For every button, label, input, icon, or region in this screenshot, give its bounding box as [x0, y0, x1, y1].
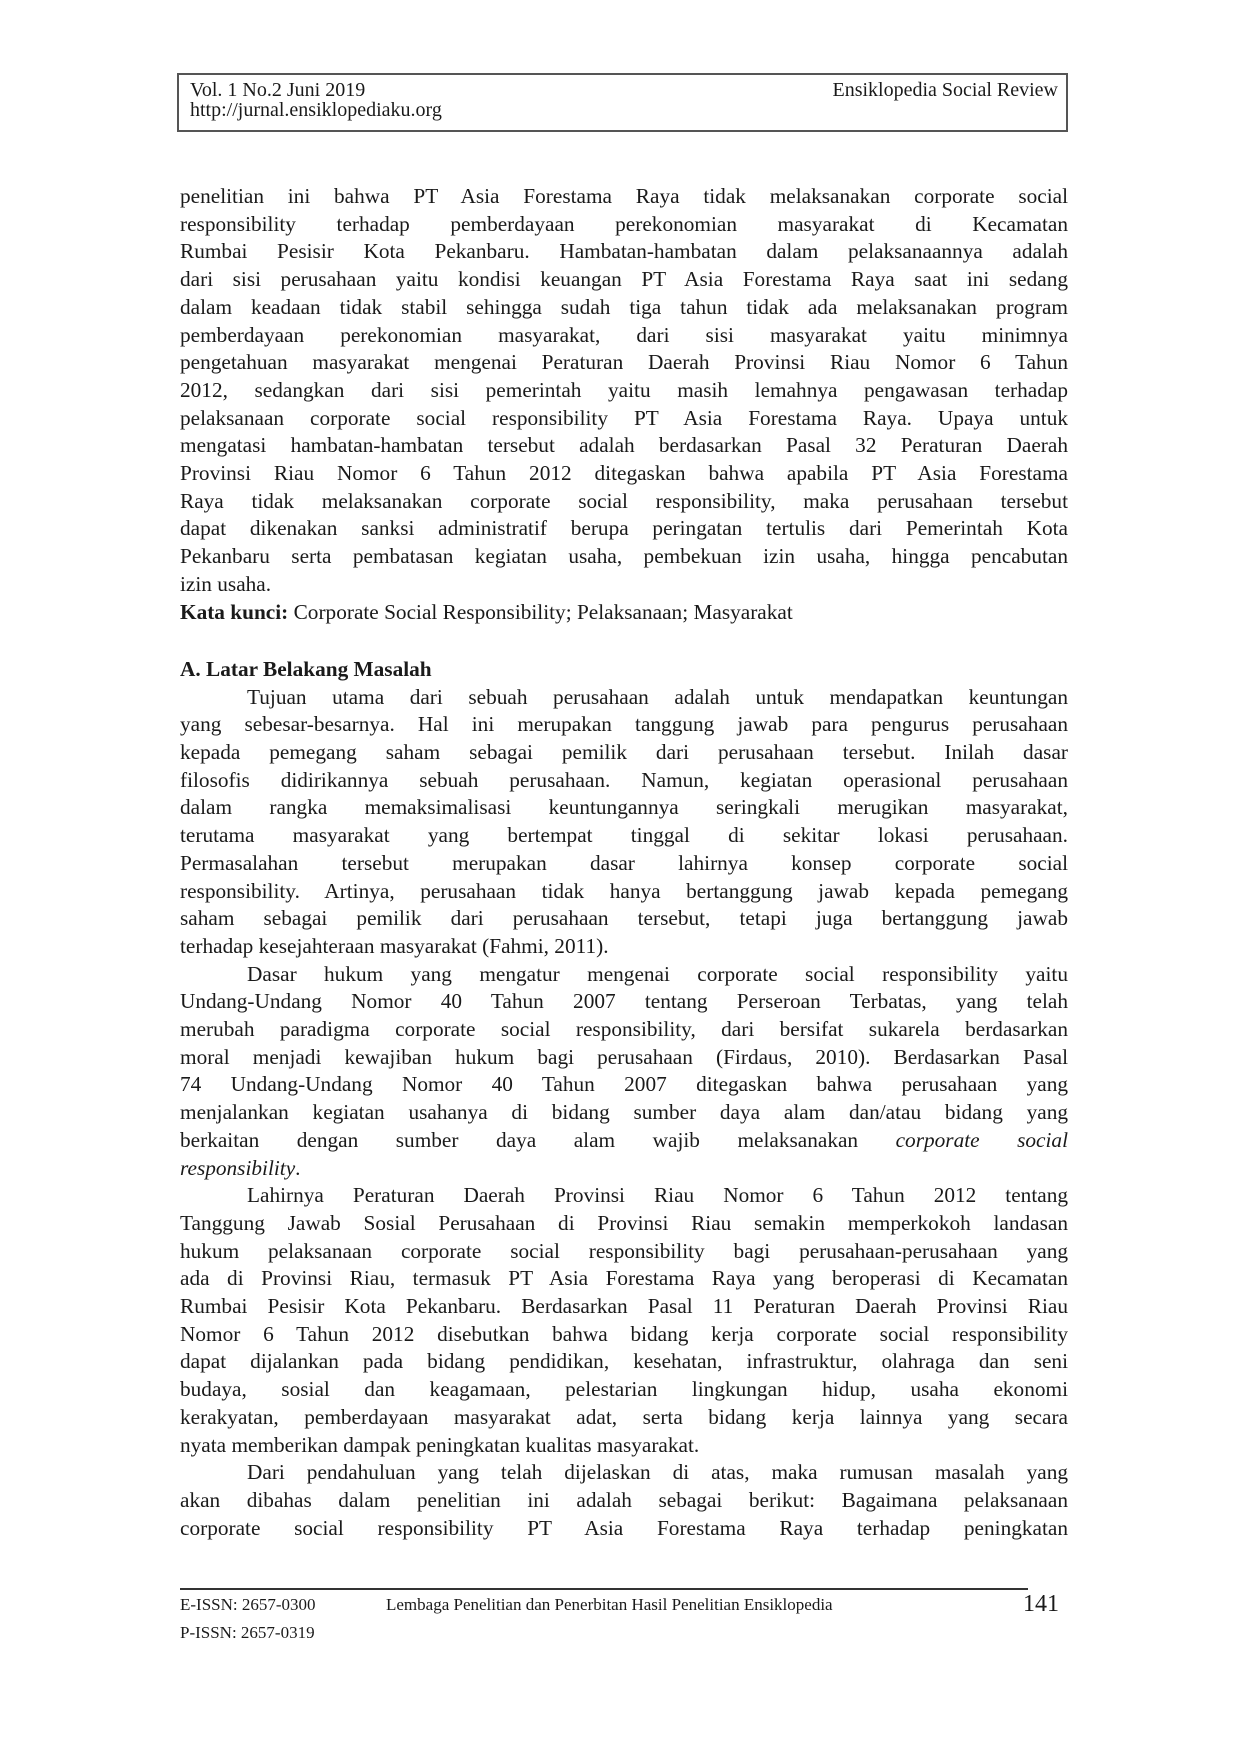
paragraph-line [180, 1126, 1068, 1154]
paragraph-line: yang sebesar-besarnya. Hal ini merupakan tanggung jawab para pengurus perusahaan [180, 712, 1068, 737]
paragraph-line: Rumbai Pesisir Kota Pekanbaru. Berdasarkan Pasal 11 Peraturan Daerah Provinsi Riau [180, 1294, 1068, 1318]
paragraph-line: Dari pendahuluan yang telah dijelaskan di atas, maka rumusan masalah yang [247, 1460, 1068, 1485]
paragraph-line: nyata memberikan dampak peningkatan kualitas masyarakat. [180, 1432, 700, 1457]
paragraph-line: filosofis didirikannya sebuah perusahaan. Namun, kegiatan operasional perusahaan [180, 767, 1068, 792]
section-heading [180, 655, 1068, 683]
paragraph-line: terhadap kesejahteraan masyarakat (Fahmi, 2011). [180, 933, 609, 958]
italic-term: corporate social [895, 1127, 1068, 1152]
paragraph-line: dapat dijalankan pada bidang pendidikan, kesehatan, infrastruktur, olahraga dan seni [180, 1349, 1068, 1374]
footer-publisher: Lembaga Penelitian dan Penerbitan Hasil Penelitian Ensiklopedia [386, 1595, 833, 1614]
paragraph-line: menjalankan kegiatan usahanya di bidang sumber daya alam dan/atau bidang yang [180, 1100, 1068, 1125]
abstract-line: Raya tidak melaksanakan corporate social responsibility, maka perusahaan tersebut [180, 488, 1068, 513]
abstract-line: dalam keadaan tidak stabil sehingga sudah tiga tahun tidak ada melaksanakan program [180, 294, 1068, 319]
paragraph-line: Lahirnya Peraturan Daerah Provinsi Riau Nomor 6 Tahun 2012 tentang [247, 1183, 1068, 1208]
page-body [180, 0, 1068, 1754]
text-span: berkaitan dengan sumber daya alam wajib melaksanakan [180, 1127, 896, 1152]
footer-eissn: E-ISSN: 2657-0300 [180, 1595, 316, 1614]
paragraph-line [180, 1154, 1068, 1182]
page-number: 141 [1023, 1591, 1059, 1617]
header-volume: Vol. 1 No.2 Juni 2019 [190, 79, 366, 101]
paragraph-line: kerakyatan, pemberdayaan masyarakat adat, serta bidang kerja lainnya yang secara [180, 1404, 1068, 1429]
paragraph-line: 74 Undang-Undang Nomor 40 Tahun 2007 ditegaskan bahwa perusahaan yang [180, 1072, 1068, 1097]
paragraph-line: saham sebagai pemilik dari perusahaan tersebut, tetapi juga bertanggung jawab [180, 906, 1068, 931]
paragraph-line: corporate social responsibility PT Asia Forestama Raya terhadap peningkatan [180, 1515, 1068, 1540]
abstract-line: Provinsi Riau Nomor 6 Tahun 2012 ditegaskan bahwa apabila PT Asia Forestama [180, 461, 1068, 485]
abstract-line: dapat dikenakan sanksi administratif berupa peringatan tertulis dari Pemerintah Kota [180, 516, 1068, 541]
keywords-label: Kata kunci: [180, 599, 289, 624]
paragraph-line: Nomor 6 Tahun 2012 disebutkan bahwa bidang kerja corporate social responsibility [180, 1321, 1068, 1346]
text-span: . [295, 1155, 301, 1180]
paragraph-line: ada di Provinsi Riau, termasuk PT Asia Forestama Raya yang beroperasi di Kecamatan [180, 1266, 1068, 1291]
paragraph-line: hukum pelaksanaan corporate social responsibility bagi perusahaan-perusahaan yang [180, 1238, 1068, 1263]
header-journal-name: Ensiklopedia Social Review [832, 79, 1058, 101]
header-url[interactable]: http://jurnal.ensiklopediaku.org [190, 99, 442, 121]
abstract-line: pemberdayaan perekonomian masyarakat, dari sisi masyarakat yaitu minimnya [180, 322, 1068, 347]
section-heading-text: A. Latar Belakang Masalah [180, 656, 432, 681]
abstract-line: Pekanbaru serta pembatasan kegiatan usaha, pembekuan izin usaha, hingga pencabutan [180, 544, 1068, 569]
paragraph-line: budaya, sosial dan keagamaan, pelestarian lingkungan hidup, usaha ekonomi [180, 1377, 1068, 1402]
abstract-line: penelitian ini bahwa PT Asia Forestama Raya tidak melaksanakan corporate social [180, 184, 1068, 208]
footer-rule [180, 1588, 1028, 1590]
abstract-line: responsibility terhadap pemberdayaan perekonomian masyarakat di Kecamatan [180, 211, 1068, 236]
paragraph-line: dalam rangka memaksimalisasi keuntungannya seringkali merugikan masyarakat, [180, 795, 1068, 820]
paragraph-line: Undang-Undang Nomor 40 Tahun 2007 tentang Perseroan Terbatas, yang telah [180, 989, 1068, 1014]
paragraph-line: moral menjadi kewajiban hukum bagi perusahaan (Firdaus, 2010). Berdasarkan Pasal [180, 1044, 1068, 1069]
abstract-line: mengatasi hambatan-hambatan tersebut adalah berdasarkan Pasal 32 Peraturan Daerah [180, 433, 1068, 458]
paragraph-line: Tujuan utama dari sebuah perusahaan adalah untuk mendapatkan keuntungan [247, 684, 1068, 709]
abstract-line: pengetahuan masyarakat mengenai Peraturan Daerah Provinsi Riau Nomor 6 Tahun [180, 350, 1068, 375]
keywords-line [180, 598, 1068, 626]
paragraph-line: kepada pemegang saham sebagai pemilik dari perusahaan tersebut. Inilah dasar [180, 740, 1068, 764]
footer-pissn: P-ISSN: 2657-0319 [180, 1623, 315, 1642]
abstract-line: pelaksanaan corporate social responsibility PT Asia Forestama Raya. Upaya untuk [180, 405, 1068, 430]
abstract-line: 2012, sedangkan dari sisi pemerintah yaitu masih lemahnya pengawasan terhadap [180, 377, 1068, 402]
paragraph-line: terutama masyarakat yang bertempat tinggal di sekitar lokasi perusahaan. [180, 823, 1068, 848]
paragraph-line: merubah paradigma corporate social responsibility, dari bersifat sukarela berdasarkan [180, 1017, 1068, 1041]
paragraph-line: responsibility. Artinya, perusahaan tidak hanya bertanggung jawab kepada pemegang [180, 878, 1068, 903]
abstract-line: izin usaha. [180, 571, 272, 596]
abstract-line: Rumbai Pesisir Kota Pekanbaru. Hambatan-hambatan dalam pelaksanaannya adalah [180, 239, 1068, 264]
abstract-line: dari sisi perusahaan yaitu kondisi keuangan PT Asia Forestama Raya saat ini sedang [180, 267, 1068, 292]
italic-term: responsibility [180, 1155, 296, 1180]
paragraph-line: Tanggung Jawab Sosial Perusahaan di Provinsi Riau semakin memperkokoh landasan [180, 1210, 1068, 1235]
paragraph-line: akan dibahas dalam penelitian ini adalah sebagai berikut: Bagaimana pelaksanaan [180, 1487, 1068, 1512]
paragraph-line: Permasalahan tersebut merupakan dasar lahirnya konsep corporate social [180, 850, 1068, 875]
paragraph-line: Dasar hukum yang mengatur mengenai corporate social responsibility yaitu [247, 961, 1068, 986]
keywords-value: Corporate Social Responsibility; Pelaksanaan; Masyarakat [288, 599, 793, 624]
